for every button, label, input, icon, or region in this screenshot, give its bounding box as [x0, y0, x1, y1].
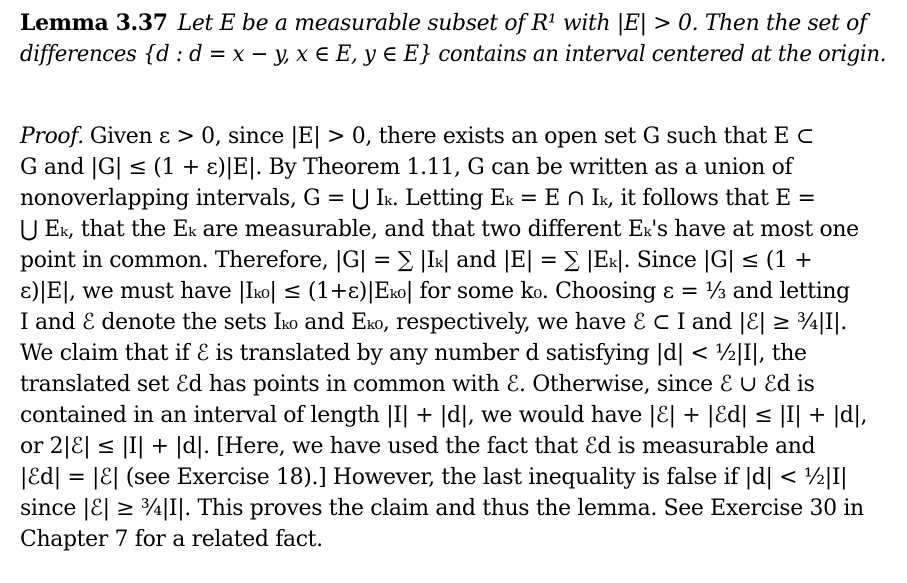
proof-line-4: ⋃ Eₖ, that the Eₖ are measurable, and that two different Eₖ's have at most one: [20, 217, 859, 242]
proof-line-7: I and ℰ denote the sets Iₖ₀ and Eₖ₀, respectively, we have ℰ ⊂ I and |ℰ| ≥ ¾|I|.: [20, 310, 847, 335]
proof-line-9: translated set ℰd has points in common with ℰ. Otherwise, since ℰ ∪ ℰd is: [20, 372, 815, 397]
lemma-label: Lemma 3.37: [20, 10, 168, 36]
lemma-text-1: Let E be a measurable subset of R¹ with |E| > 0. Then the set of: [177, 11, 867, 36]
lemma-line-1: [20, 8, 886, 39]
proof-label: Proof.: [20, 124, 84, 149]
proof-line-1: [20, 121, 886, 152]
paper-page: [20, 8, 888, 555]
proof-line-5: point in common. Therefore, |G| = ∑ |Iₖ| and |E| = ∑ |Eₖ|. Since |G| ≤ (1 +: [20, 248, 813, 273]
lemma-statement: [20, 8, 888, 70]
proof-line-6: ε)|E|, we must have |Iₖ₀| ≤ (1+ε)|Eₖ₀| for some k₀. Choosing ε = ⅓ and letting: [20, 279, 850, 304]
proof-line-12: |ℰd| = |ℰ| (see Exercise 18).] However, the last inequality is false if |d| < ½|I|: [20, 465, 848, 490]
proof-line-11: or 2|ℰ| ≤ |I| + |d|. [Here, we have used the fact that ℰd is measurable and: [20, 434, 816, 459]
proof-text-1: Given ε > 0, since |E| > 0, there exists an open set G such that E ⊂: [89, 124, 814, 149]
proof-line-13: since |ℰ| ≥ ¾|I|. This proves the claim and thus the lemma. See Exercise 30 in: [20, 496, 864, 521]
proof-block: [20, 121, 888, 555]
proof-line-10: contained in an interval of length |I| + |d|, we would have |ℰ| + |ℰd| ≤ |I| + |d|,: [20, 403, 868, 428]
proof-line-2: G and |G| ≤ (1 + ε)|E|. By Theorem 1.11, G can be written as a union of: [20, 155, 793, 180]
lemma-line-2: differences {d : d = x − y, x ∈ E, y ∈ E} contains an interval centered at the origin.: [20, 42, 887, 67]
proof-line-8: We claim that if ℰ is translated by any number d satisfying |d| < ½|I|, the: [20, 341, 807, 366]
proof-line-3: nonoverlapping intervals, G = ⋃ Iₖ. Letting Eₖ = E ∩ Iₖ, it follows that E =: [20, 186, 816, 211]
proof-line-14: Chapter 7 for a related fact.: [20, 527, 323, 552]
